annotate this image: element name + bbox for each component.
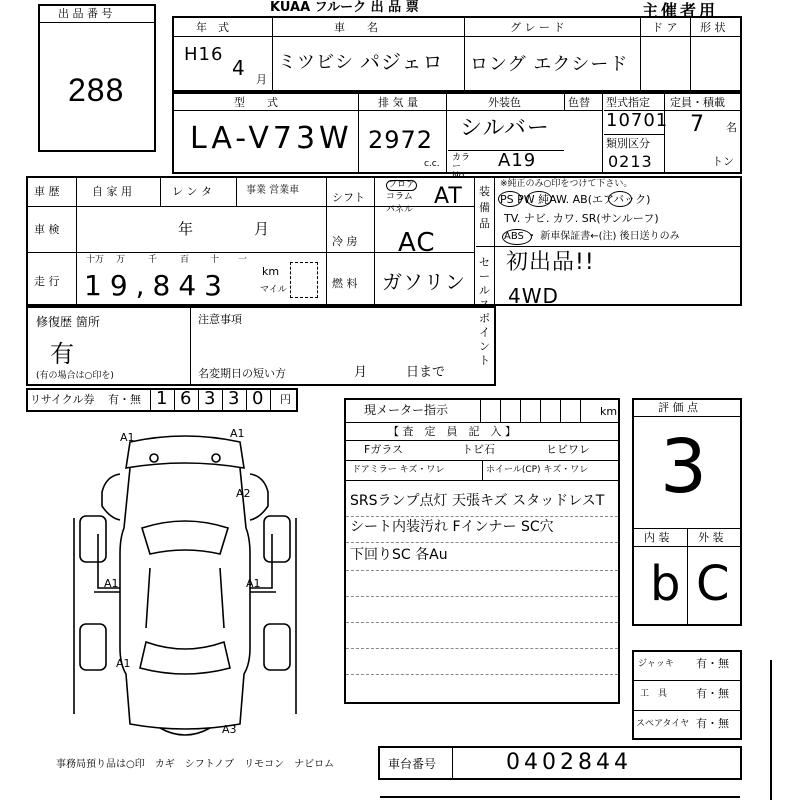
inspector-note-2: シート内装汚れ Fインナー SC穴: [350, 519, 554, 535]
inspection-label: 車 検: [34, 223, 60, 236]
capacity-label: 定員・積載: [670, 96, 725, 109]
lot-number-label: 出 品 番 号: [58, 7, 113, 20]
type-spec-label: 型式指定: [606, 96, 650, 109]
diagram-mark-left-door: A1: [104, 577, 119, 590]
interior-grade: b: [650, 556, 682, 612]
aircon-label: 冷 房: [332, 235, 358, 248]
recycle-label: リサイクル券: [30, 393, 95, 406]
recycle-yen: 円: [280, 393, 291, 406]
crack-option: ヒビワレ: [546, 443, 590, 456]
exterior-label: 外 装: [698, 531, 724, 544]
shift-panel-option: パネル: [386, 205, 414, 215]
model-name: パジェロ: [360, 50, 444, 74]
meter-km: km: [600, 405, 618, 418]
expiry-month-unit: 月: [354, 365, 368, 380]
tools-option: 有・無: [696, 687, 729, 700]
digit-label-100k: 十万: [86, 255, 105, 265]
diagram-mark-front-right: A1: [230, 427, 245, 440]
diagram-mark-rear: A3: [222, 723, 237, 736]
caution-label: 注意事項: [198, 313, 242, 326]
diagram-mark-rear-left: A1: [116, 657, 131, 670]
mileage-label: 走 行: [34, 275, 60, 288]
color-value: シルバー: [460, 116, 550, 141]
door-label: ド ア: [652, 21, 678, 34]
equipment-line1: PS PW 純AW. AB(エアバック): [500, 193, 651, 206]
color-no-label: カラー No.: [452, 153, 471, 181]
maker-name: ミツビシ: [278, 52, 354, 73]
tonnage-unit: トン: [712, 155, 734, 168]
mileage-value: 19,843: [84, 269, 230, 302]
recycle-digit-3: 3: [204, 388, 217, 409]
fuel-label: 燃 料: [332, 277, 358, 290]
expiry-day-unit: 日まで: [406, 365, 446, 380]
tools-label: 工 具: [640, 689, 668, 699]
digit-label-1k: 千: [148, 255, 158, 265]
diagram-mark-right-fender: A2: [236, 487, 251, 500]
inspection-year-unit: 年: [178, 220, 194, 238]
spare-tire-label: スペアタイヤ: [636, 719, 690, 729]
type-value: LA-V73W: [190, 121, 353, 156]
aircon-value: AC: [398, 228, 436, 258]
km-unit: km: [262, 265, 280, 278]
color-change-label: 色替: [568, 96, 590, 109]
car-damage-diagram: [60, 428, 310, 746]
displacement-label: 排 気 量: [378, 96, 418, 109]
equipment-line2: TV. ナビ. カワ. SR(サンルーフ): [504, 212, 659, 225]
inspection-month-unit: 月: [254, 220, 270, 238]
equipment-line3: ABS ・ 新車保証書←(注) 後日送りのみ: [504, 231, 680, 242]
grade-label: グ レ ー ド: [510, 21, 565, 34]
displacement-value: 2972: [368, 126, 434, 154]
recycle-digit-1: 1: [156, 388, 169, 409]
grade-score: 3: [660, 424, 709, 510]
form-title: KUAA フルーク 出 品 票: [270, 0, 419, 15]
model-year-month: 4: [232, 56, 246, 80]
shift-label: シフト: [332, 191, 365, 204]
mile-unit: マイル: [260, 285, 287, 295]
recycle-digit-4: 3: [228, 388, 241, 409]
digit-label-1: 一: [238, 255, 248, 265]
sales-point-line1: 初出品!!: [506, 250, 595, 275]
spare-tire-option: 有・無: [696, 717, 729, 730]
recycle-digit-5: 0: [252, 388, 265, 409]
repair-history-value: 有: [50, 340, 75, 368]
short-expiry-label: 名変期日の短い方: [198, 367, 286, 380]
business-option: 事業 営業車: [246, 185, 300, 196]
month-unit: 月: [256, 73, 267, 86]
mile-checkbox[interactable]: [290, 262, 318, 298]
type-spec-value: 10701: [606, 110, 669, 131]
equipment-side-label: 装 備 品: [479, 185, 490, 230]
capacity-value: 7: [690, 112, 705, 137]
category-label: 類別区分: [606, 137, 650, 150]
digit-label-100: 百: [180, 255, 190, 265]
stone-chip-option: トビ石: [462, 443, 495, 456]
color-no-value: A19: [498, 150, 537, 171]
category-value: 0213: [608, 152, 653, 171]
lot-number: 288: [68, 72, 125, 108]
organizer-use-label: 主催者用: [642, 1, 719, 20]
grade-score-label: 評 価 点: [658, 401, 698, 414]
shape-label: 形 状: [700, 21, 726, 34]
front-glass-label: Fガラス: [364, 443, 403, 456]
capacity-unit: 名: [726, 121, 737, 134]
digit-label-10k: 万: [116, 255, 126, 265]
digit-label-10: 十: [210, 255, 220, 265]
cc-unit: c.c.: [424, 159, 440, 169]
fuel-value: ガソリン: [382, 270, 466, 294]
inspector-note-3: 下回りSC 各Au: [350, 547, 448, 563]
shift-value: AT: [434, 184, 463, 209]
diagram-mark-front-left: A1: [120, 431, 135, 444]
diagram-mark-right-door: A1: [246, 577, 261, 590]
history-label: 車 歴: [34, 185, 60, 198]
jack-option: 有・無: [696, 657, 729, 670]
inspector-section-label: 【 査 定 員 記 入 】: [388, 425, 516, 438]
shift-floor-option: フロア: [388, 180, 416, 190]
chassis-number: 0402844: [506, 750, 632, 775]
equipment-note: ※純正のみ○印をつけて下さい。: [500, 179, 633, 189]
inspector-note-1: SRSランプ点灯 天張キズ スタッドレスT: [350, 493, 605, 509]
recycle-digit-2: 6: [180, 388, 193, 409]
door-mirror-option: ドアミラー キズ・ワレ: [352, 465, 445, 475]
jack-label: ジャッキ: [638, 659, 674, 669]
repair-history-label: 修復歴 箇所: [36, 315, 100, 329]
rental-option: レ ン タ: [172, 185, 212, 198]
wheel-option: ホイール(CP) キズ・ワレ: [486, 465, 589, 475]
meter-label: 現メーター指示: [364, 403, 449, 417]
recycle-options: 有・無: [108, 393, 141, 406]
repair-history-note: (有の場合は○印を): [36, 371, 114, 381]
name-label: 車 名: [334, 21, 378, 34]
color-label: 外装色: [488, 96, 521, 109]
shift-column-option: コラム: [386, 192, 413, 202]
interior-label: 内 装: [644, 531, 670, 544]
year-label: 年 式: [196, 21, 229, 34]
sales-point-line2: 4WD: [508, 284, 559, 308]
sales-point-side-label: セールスポイント: [479, 256, 490, 367]
grade-value: ロング エクシード: [470, 54, 629, 75]
private-use-option: 自 家 用: [92, 185, 132, 198]
type-label: 型 式: [234, 96, 278, 109]
model-year-era: H16: [184, 44, 224, 65]
exterior-grade: C: [696, 556, 731, 612]
office-items-note: 事務局預り品は○印 カギ シフトノブ リモコン ナビロム: [56, 759, 335, 770]
chassis-label: 車台番号: [388, 757, 437, 771]
